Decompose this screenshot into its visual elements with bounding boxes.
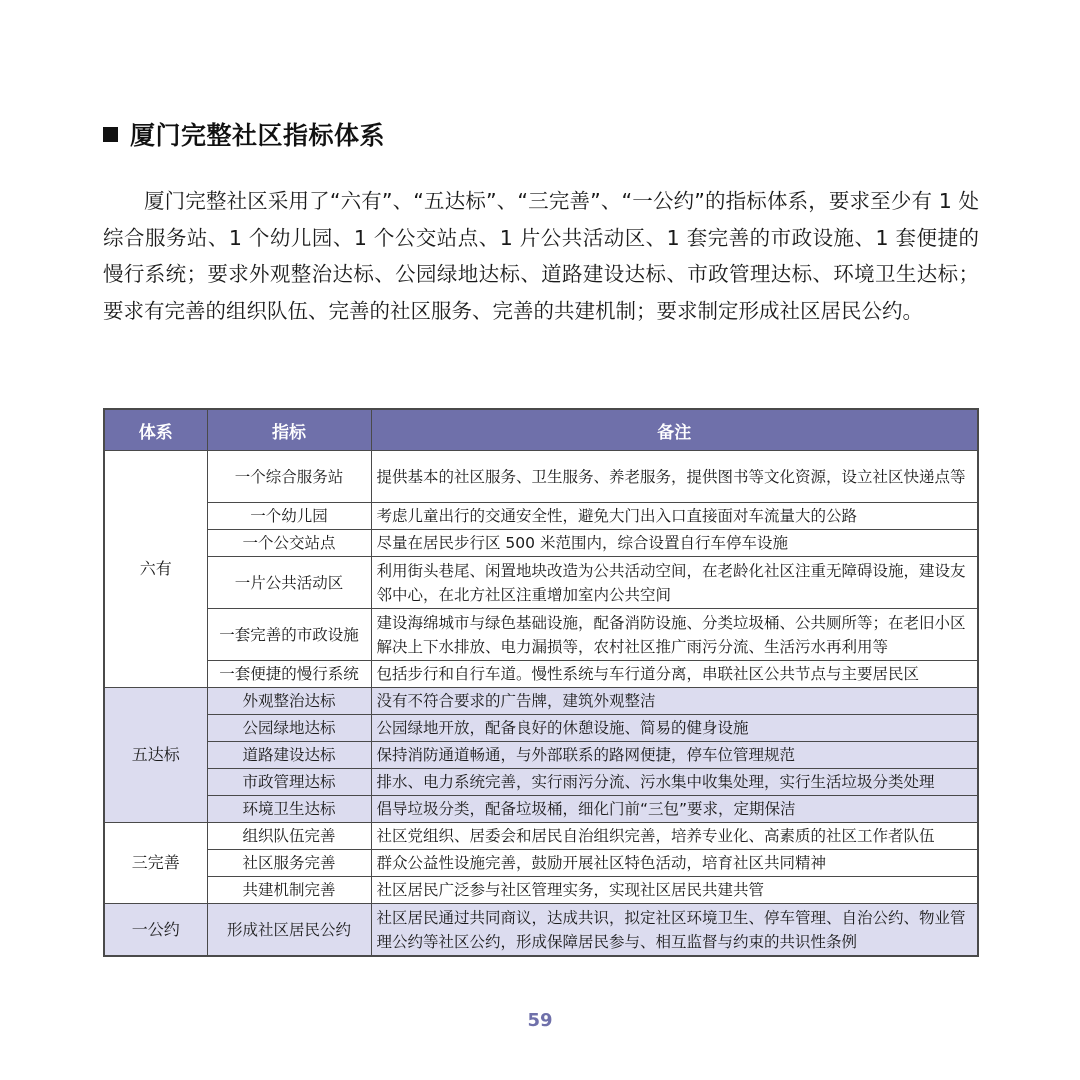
note-cell: 包括步行和自行车道。慢性系统与车行道分离，串联社区公共节点与主要居民区: [371, 661, 978, 688]
table-row: [104, 661, 978, 688]
note-cell: 社区居民广泛参与社区管理实务，实现社区居民共建共管: [371, 877, 978, 904]
indicator-cell: 一片公共活动区: [207, 557, 371, 609]
table-header-row: [104, 409, 978, 451]
indicator-cell: 一个综合服务站: [207, 451, 371, 503]
indicator-cell: 环境卫生达标: [207, 796, 371, 823]
note-cell: 尽量在居民步行区 500 米范围内，综合设置自行车停车设施: [371, 530, 978, 557]
section-title: 厦门完整社区指标体系: [130, 121, 386, 150]
table-row: [104, 715, 978, 742]
indicator-cell: 一套完善的市政设施: [207, 609, 371, 661]
note-cell: 群众公益性设施完善，鼓励开展社区特色活动，培育社区共同精神: [371, 850, 978, 877]
table-row: [104, 823, 978, 850]
note-cell: 社区居民通过共同商议，达成共识，拟定社区环境卫生、停车管理、自治公约、物业管理公约等社区公约，形成保障居民参与、相互监督与约束的共识性条例: [371, 904, 978, 957]
system-cell: 三完善: [104, 823, 207, 904]
note-cell: 提供基本的社区服务、卫生服务、养老服务，提供图书等文化资源，设立社区快递点等: [371, 451, 978, 503]
section-heading: [103, 116, 385, 152]
indicator-cell: 市政管理达标: [207, 769, 371, 796]
note-cell: 利用街头巷尾、闲置地块改造为公共活动空间，在老龄化社区注重无障碍设施，建设友邻中心，在北方社区注重增加室内公共空间: [371, 557, 978, 609]
intro-paragraph: 厦门完整社区采用了“六有”、“五达标”、“三完善”、“一公约”的指标体系，要求至少有 1 处综合服务站、1 个幼儿园、1 个公交站点、1 片公共活动区、1 套完善的市政设施、1 套便捷的慢行系统；要求外观整治达标、公园绿地达标、道路建设达标、市政管理达标、环境卫生达标；要求有完善的组织队伍、完善的社区服务、完善的共建机制；要求制定形成社区居民公约。: [103, 189, 979, 323]
header-note: 备注: [371, 409, 978, 451]
table-row: [104, 796, 978, 823]
table-row: [104, 688, 978, 715]
page-number: 59: [527, 1010, 553, 1031]
header-indicator: 指标: [207, 409, 371, 451]
note-cell: 保持消防通道畅通，与外部联系的路网便捷，停车位管理规范: [371, 742, 978, 769]
indicator-cell: 一套便捷的慢行系统: [207, 661, 371, 688]
table-row: [104, 451, 978, 503]
note-cell: 排水、电力系统完善，实行雨污分流、污水集中收集处理，实行生活垃圾分类处理: [371, 769, 978, 796]
indicator-cell: 一个幼儿园: [207, 503, 371, 530]
table-row: [104, 503, 978, 530]
header-system: 体系: [104, 409, 207, 451]
system-cell: 五达标: [104, 688, 207, 823]
indicator-cell: 社区服务完善: [207, 850, 371, 877]
note-cell: 倡导垃圾分类，配备垃圾桶，细化门前“三包”要求，定期保洁: [371, 796, 978, 823]
indicator-table: [103, 408, 979, 957]
note-cell: 社区党组织、居委会和居民自治组织完善，培养专业化、高素质的社区工作者队伍: [371, 823, 978, 850]
note-cell: 建设海绵城市与绿色基础设施，配备消防设施、分类垃圾桶、公共厕所等；在老旧小区解决上下水排放、电力漏损等，农村社区推广雨污分流、生活污水再利用等: [371, 609, 978, 661]
indicator-cell: 外观整治达标: [207, 688, 371, 715]
system-cell: 一公约: [104, 904, 207, 957]
table-row: [104, 904, 978, 957]
note-cell: 考虑儿童出行的交通安全性，避免大门出入口直接面对车流量大的公路: [371, 503, 978, 530]
indicator-cell: 道路建设达标: [207, 742, 371, 769]
table-row: [104, 557, 978, 609]
indicator-cell: 一个公交站点: [207, 530, 371, 557]
indicator-cell: 组织队伍完善: [207, 823, 371, 850]
table-row: [104, 530, 978, 557]
table-row: [104, 769, 978, 796]
table-row: [104, 609, 978, 661]
indicator-cell: 形成社区居民公约: [207, 904, 371, 957]
note-cell: 公园绿地开放，配备良好的休憩设施、简易的健身设施: [371, 715, 978, 742]
table-row: [104, 850, 978, 877]
table-row: [104, 742, 978, 769]
black-square-icon: [103, 127, 118, 142]
system-cell: 六有: [104, 451, 207, 688]
indicator-cell: 公园绿地达标: [207, 715, 371, 742]
indicator-cell: 共建机制完善: [207, 877, 371, 904]
table-row: [104, 877, 978, 904]
note-cell: 没有不符合要求的广告牌，建筑外观整洁: [371, 688, 978, 715]
